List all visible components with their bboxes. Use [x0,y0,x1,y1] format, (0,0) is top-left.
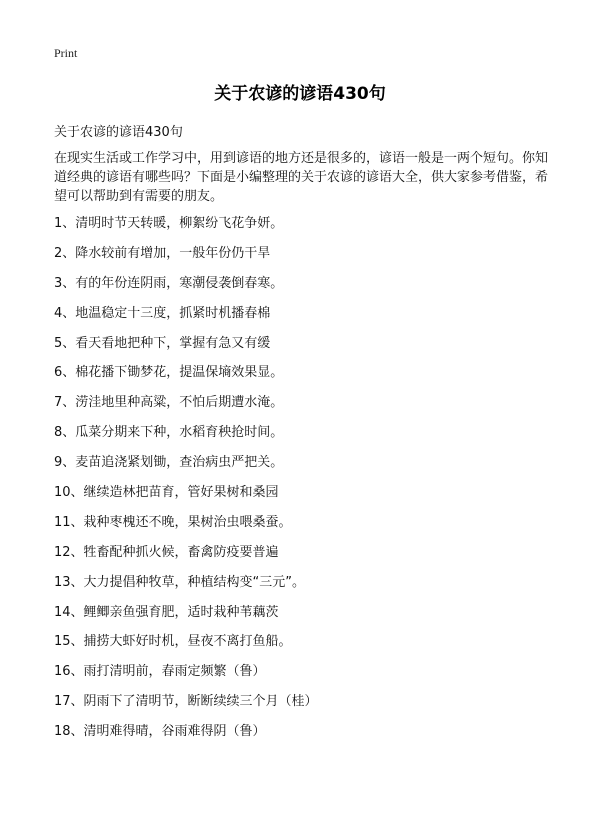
list-item: 6、棉花播下锄梦花，提温保墒效果显。 [54,365,284,381]
page-title: 关于农谚的谚语430句 [214,84,386,104]
list-item: 17、阴雨下了清明节，断断续续三个月（桂） [54,694,318,710]
list-item: 4、地温稳定十三度，抓紧时机播春棉 [54,305,271,321]
proverb-list [54,214,318,752]
list-item: 9、麦苗追浇紧划锄，查治病虫严把关。 [54,455,284,471]
list-item: 15、捕捞大虾好时机，昼夜不离打鱼船。 [54,634,292,650]
list-item: 16、雨打清明前，春雨定频繁（鲁） [54,664,266,680]
list-item: 7、涝洼地里种高粱，不怕后期遭水淹。 [54,395,284,411]
list-item: 18、清明难得晴，谷雨难得阴（鲁） [54,724,266,740]
list-item: 1、清明时节天转暖，柳絮纷飞花争妍。 [54,216,284,231]
list-item: 5、看天看地把种下，掌握有急又有缓 [54,335,271,351]
intro-paragraph: 在现实生活或工作学习中，用到谚语的地方还是很多的，谚语一般是一两个短句。你知道经典的谚语有哪些吗？下面是小编整理的关于农谚的谚语大全，供大家参考借鉴，希望可以帮助到有需要的朋友。 [54,151,549,204]
list-item: 11、栽种枣槐还不晚，果树治虫喂桑蚕。 [54,514,292,530]
print-link[interactable]: Print [54,46,78,60]
list-item: 2、降水较前有增加，一般年份仍干旱 [54,245,271,261]
subtitle: 关于农谚的谚语430句 [54,125,183,140]
list-item: 13、大力提倡种牧草，种植结构变“三元”。 [54,574,306,590]
list-item: 3、有的年份连阴雨，寒潮侵袭倒春寒。 [54,275,284,291]
list-item: 8、瓜菜分期来下种，水稻育秧抢时间。 [54,425,284,441]
list-item: 10、继续造林把苗育，管好果树和桑园 [54,485,279,501]
list-item: 14、鲤鲫亲鱼强育肥，适时栽种苇藕茨 [54,604,279,620]
list-item: 12、牲畜配种抓火候，畜禽防疫要普遍 [54,544,279,560]
